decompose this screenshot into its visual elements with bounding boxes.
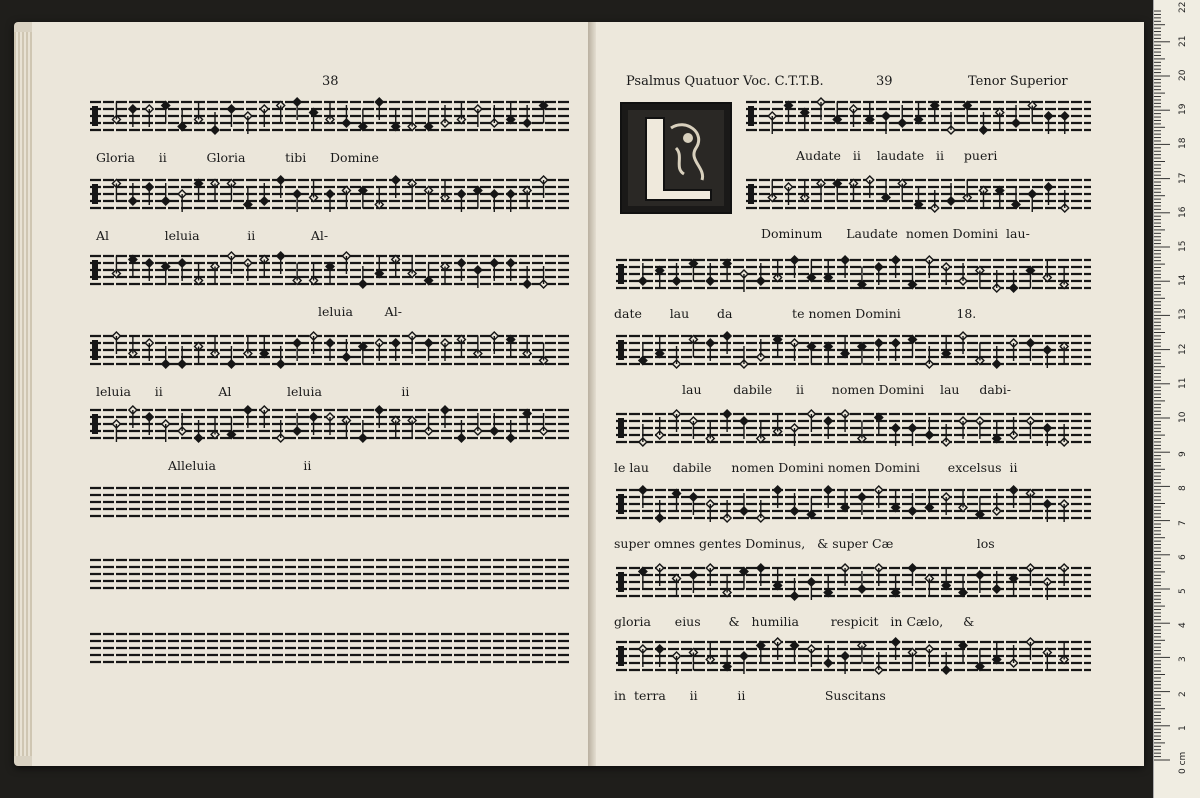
lyric-line: Al leluia ii Al-: [96, 228, 329, 243]
lyric-line: le lau dabile nomen Domini nomen Domini excelsus ii: [614, 460, 1018, 475]
clef: [618, 340, 624, 360]
clef: [92, 184, 98, 204]
lyric-line: date lau da te nomen Domini 18.: [614, 306, 977, 321]
clef: [618, 494, 624, 514]
page-edges: [14, 32, 32, 756]
ruler-label: 1: [1178, 725, 1188, 731]
music-staff: [746, 172, 1091, 222]
ruler-label: 16: [1178, 206, 1188, 218]
decorated-initial-icon: [626, 108, 726, 208]
ruler-label: 8: [1178, 485, 1188, 492]
ruler-label: 0 cm: [1178, 751, 1188, 774]
music-staff: [90, 626, 570, 676]
left-page-number: 38: [322, 74, 339, 89]
lyric-line: Dominum Laudate nomen Domini lau-: [761, 226, 1030, 241]
ruler-label: 15: [1178, 240, 1188, 252]
ruler-label: 5: [1178, 588, 1188, 594]
lyric-line: super omnes gentes Dominus, & super Cæ los: [614, 536, 995, 551]
ruler-label: 7: [1178, 519, 1188, 526]
lyric-line: lau dabile ii nomen Domini lau dabi-: [682, 382, 1012, 397]
ruler-label: 13: [1178, 308, 1188, 321]
ruler-label: 6: [1178, 554, 1188, 560]
ruler-label: 17: [1178, 172, 1188, 184]
ruler-label: 2: [1178, 690, 1188, 697]
lyric-line: leluia ii Al leluia ii: [96, 384, 410, 399]
music-staff: [616, 634, 1091, 684]
ruler-label: 21: [1178, 35, 1188, 47]
ruler-label: 19: [1178, 103, 1188, 116]
lyric-line: Alleluia ii: [168, 458, 312, 473]
lyric-line: in terra ii ii Suscitans: [614, 688, 886, 703]
right-header-part: Tenor Superior: [968, 74, 1068, 89]
lyric-line: Gloria ii Gloria tibi Domine: [96, 150, 379, 165]
right-page: [596, 22, 1144, 766]
music-staff: [90, 328, 570, 378]
music-staff: [90, 480, 570, 530]
ruler-label: 11: [1178, 377, 1188, 389]
ruler-label: 22: [1178, 1, 1188, 13]
music-staff: [746, 94, 1091, 144]
music-staff: [616, 406, 1091, 456]
lyric-line: leluia Al-: [318, 304, 402, 319]
music-staff: [616, 328, 1091, 378]
music-staff: [90, 402, 570, 452]
music-staff: [90, 248, 570, 298]
clef: [92, 414, 98, 434]
ruler-label: 3: [1178, 656, 1188, 663]
ruler-label: 20: [1178, 69, 1188, 81]
clef: [618, 572, 624, 592]
music-staff: [616, 252, 1091, 302]
ruler-label: 18: [1178, 137, 1188, 150]
ruler-label: 4: [1178, 622, 1188, 629]
lyric-line: gloria eius & humilia respicit in Cælo, &: [614, 614, 975, 629]
ruler-label: 10: [1178, 411, 1188, 423]
ruler-label: 14: [1178, 274, 1188, 287]
clef: [92, 106, 98, 126]
measurement-ruler: [1153, 0, 1200, 798]
clef: [618, 646, 624, 666]
clef: [748, 106, 754, 126]
lyric-line: Audate ii laudate ii pueri: [796, 148, 998, 163]
music-staff: [616, 560, 1091, 610]
ruler-label: 9: [1178, 451, 1188, 458]
music-staff: [90, 172, 570, 222]
clef: [748, 184, 754, 204]
clef: [618, 264, 624, 284]
ruler-label: 12: [1178, 343, 1188, 355]
left-page: [32, 22, 594, 766]
music-staff: [90, 552, 570, 602]
ruler-ticks: [1154, 0, 1200, 798]
clef: [92, 340, 98, 360]
clef: [618, 418, 624, 438]
right-page-number: 39: [876, 74, 893, 89]
decorated-initial-L: [620, 102, 732, 214]
music-staff: [616, 482, 1091, 532]
music-staff: [90, 94, 570, 144]
open-book: [14, 22, 1144, 766]
clef: [92, 260, 98, 280]
right-header-voice-info: Psalmus Quatuor Voc. C.T.T.B.: [626, 74, 824, 89]
